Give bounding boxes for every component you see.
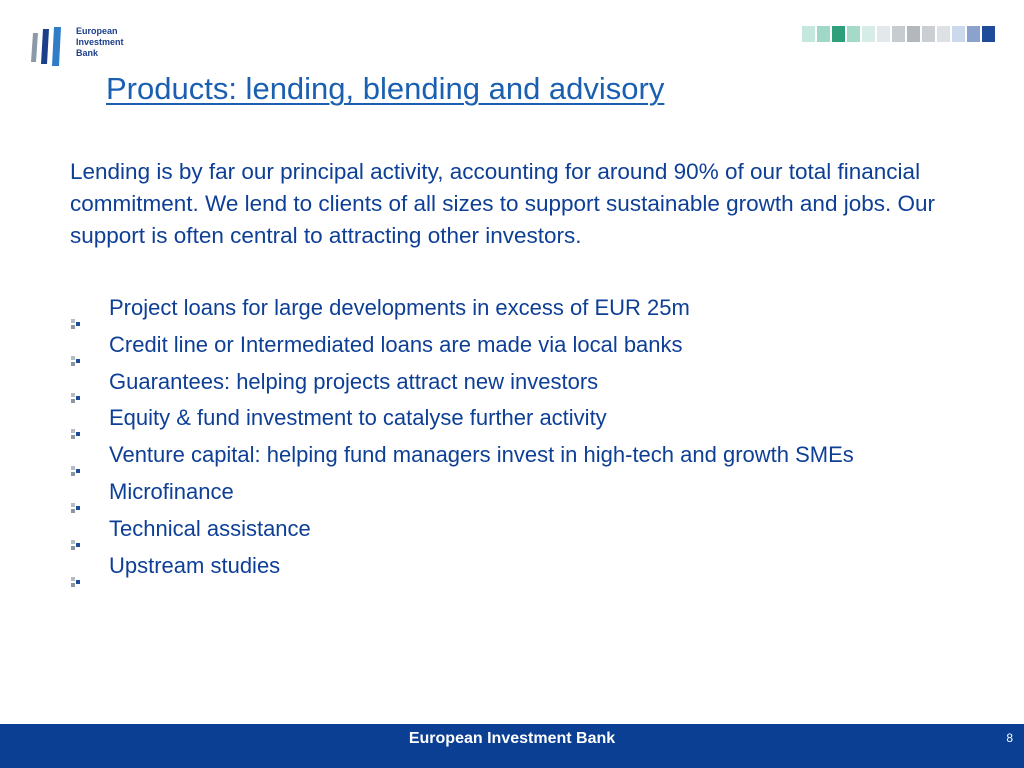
slide-title: Products: lending, blending and advisory <box>106 71 665 106</box>
bullet-square-icon <box>71 341 81 351</box>
decor-square <box>862 26 875 42</box>
bullet-square-icon <box>71 562 81 572</box>
decor-square <box>847 26 860 42</box>
intro-paragraph: Lending is by far our principal activity, accounting for around 90% of our total financial commitment. We lend to clients of all sizes to support sustainable growth and jobs. Our support is often central to attracting other investors. <box>70 159 935 248</box>
bullet-item <box>70 364 854 401</box>
bullet-item <box>70 290 854 327</box>
page-number: 8 <box>1006 731 1013 745</box>
eib-logo-mark-icon <box>30 25 70 67</box>
bullet-item <box>70 548 854 585</box>
bullet-text: Project loans for large developments in excess of EUR 25m <box>109 295 690 320</box>
logo-line-1: European <box>76 26 118 36</box>
product-bullet-list <box>70 290 854 584</box>
bullet-text: Credit line or Intermediated loans are made via local banks <box>109 331 683 357</box>
footer-title: European Investment Bank <box>408 730 616 747</box>
footer-bar <box>0 724 1024 768</box>
eib-logo <box>30 25 140 67</box>
decor-square <box>907 26 920 42</box>
bullet-item <box>70 327 854 364</box>
decor-square <box>817 26 830 42</box>
logo-line-3: Bank <box>76 48 99 58</box>
bullet-text: Equity & fund investment to catalyse further activity <box>109 405 607 431</box>
bullet-text: Microfinance <box>109 478 234 504</box>
decor-square <box>937 26 950 42</box>
decor-square <box>982 26 995 42</box>
bullet-item <box>70 474 854 511</box>
decor-square <box>892 26 905 42</box>
decor-square <box>952 26 965 42</box>
bullet-item <box>70 511 854 548</box>
decor-square <box>967 26 980 42</box>
bullet-item <box>70 400 854 437</box>
bullet-text: Technical assistance <box>109 515 311 541</box>
bullet-square-icon <box>71 451 81 461</box>
bullet-text: Upstream studies <box>109 552 281 578</box>
decor-square <box>832 26 845 42</box>
bullet-square-icon <box>71 525 81 535</box>
bullet-square-icon <box>71 488 81 498</box>
bullet-square-icon <box>71 414 81 424</box>
decorative-color-squares <box>802 26 995 42</box>
decor-square <box>922 26 935 42</box>
logo-line-2: Investment <box>76 37 124 47</box>
bullet-square-icon <box>71 378 81 388</box>
bullet-square-icon <box>71 304 81 314</box>
bullet-item <box>70 437 854 474</box>
bullet-text: Guarantees: helping projects attract new investors <box>109 368 599 394</box>
bullet-text: Venture capital: helping fund managers invest in high-tech and growth SMEs <box>109 442 854 468</box>
eib-logo-wordmark <box>76 26 124 59</box>
decor-square <box>802 26 815 42</box>
decor-square <box>877 26 890 42</box>
